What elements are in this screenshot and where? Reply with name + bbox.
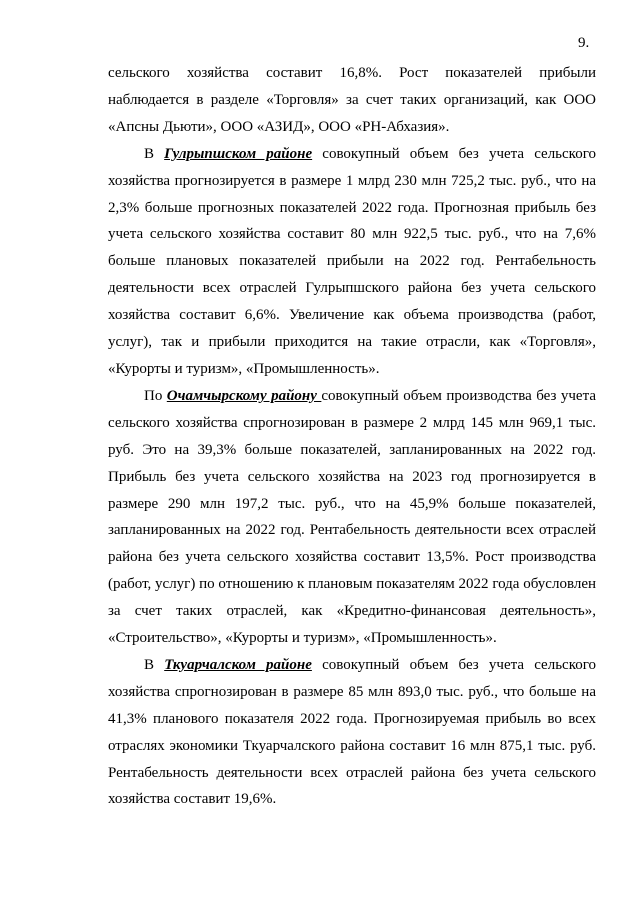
district-name: Очамчырскому району <box>166 387 322 404</box>
paragraph-lead: В <box>144 145 165 162</box>
district-name: Гулрыпшском районе <box>164 145 313 162</box>
paragraph-text: сельского хозяйства составит 16,8%. Рост показателей прибыли наблюдается в разделе «Торговля» за счет таких организаций, как ООО «Апсны Дьюти», ООО «АЗИД», ООО «РН-Абхазия». <box>108 65 596 135</box>
paragraph-continuation <box>108 60 596 141</box>
page-number: 9. <box>578 35 590 51</box>
paragraph-text: совокупный объем производства без учета сельского хозяйства спрогнозирован в размере 2 млрд 145 млн 969,1 тыс. руб. Это на 39,3% больше показателей, запланированных на 2022 год. Прибыль без учета сельского хозяйства на 2023 год прогнозируется в размере 290 млн 197,2 тыс. руб., что на 45,9% больше показателей, запланированных на 2022 год. Рентабельность деятельности всех отраслей района без учета сельского хозяйства составит 13,5%. Рост производства (работ, услуг) по отношению к плановым показателям 2022 года обусловлен за счет таких отраслей, как «Кредитно-финансовая деятельность», «Строительство», «Курорты и туризм», «Промышленность». <box>108 387 596 647</box>
paragraph-text: совокупный объем без учета сельского хозяйства спрогнозирован в размере 85 млн 893,0 тыс. руб., что больше на 41,3% планового показателя 2022 года. Прогнозируемая прибыль во всех отраслях экономики Ткуарчалского района составит 16 млн 875,1 тыс. руб. Рентабельность деятельности всех отраслей района без учета сельского хозяйства составит 19,6%. <box>108 656 596 808</box>
paragraph-lead: В <box>144 656 165 673</box>
paragraph-tkuarchal-district <box>108 652 596 813</box>
paragraph-lead: По <box>144 387 167 404</box>
paragraph-ochamchyra-district <box>108 383 596 652</box>
district-name: Ткуарчалском районе <box>164 656 312 673</box>
paragraph-gulrypsh-district <box>108 141 596 383</box>
paragraph-text: совокупный объем без учета сельского хозяйства прогнозируется в размере 1 млрд 230 млн 725,2 тыс. руб., что на 2,3% больше прогнозных показателей 2022 года. Прогнозная прибыль без учета сельского хозяйства составит 80 млн 922,5 тыс. руб., что на 7,6% больше плановых показателей прибыли на 2022 год. Рентабельность деятельности всех отраслей Гулрыпшского района без учета сельского хозяйства составит 6,6%. Увеличение как объема производства (работ, услуг), так и прибыли приходится на такие отрасли, как «Торговля», «Курорты и туризм», «Промышленность». <box>108 145 596 377</box>
document-body <box>108 60 596 813</box>
